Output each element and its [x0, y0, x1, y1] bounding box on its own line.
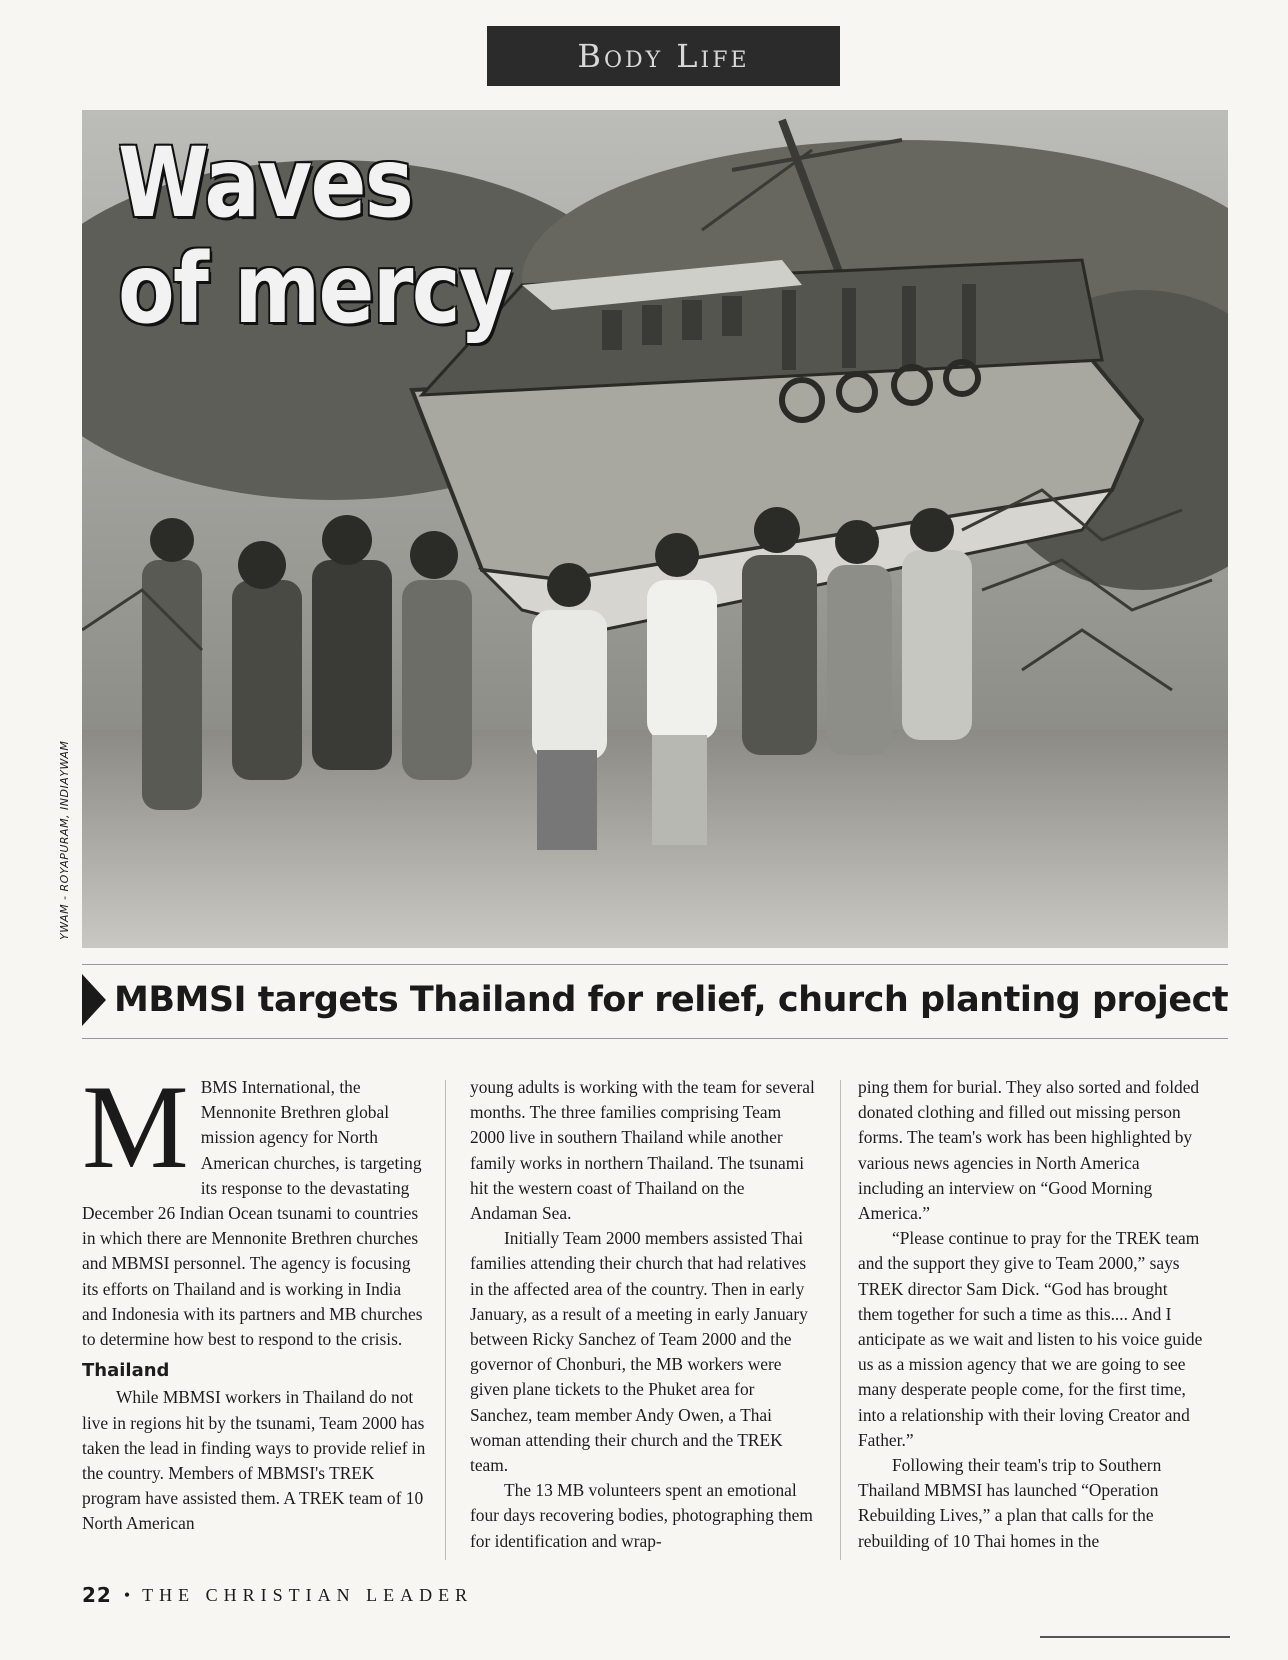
page-footer: [82, 1580, 473, 1610]
headline-bottom-rule: [82, 1038, 1228, 1039]
article-title: [118, 127, 512, 345]
paragraph: Initially Team 2000 members assisted Thai families attending their church that had relatives in the affected area of the country. Then in early January, as a result of a meeting in early January between Ricky Sanchez of Team 2000 and the governor of Chonburi, the MB workers were given plane tickets to the Phuket area for Sanchez, team member Andy Owen, a Thai woman attending their church and the TREK team.: [470, 1228, 808, 1476]
title-line-2: of mercy: [118, 233, 512, 345]
article-headline: MBMSI targets Thailand for relief, church planting project: [114, 980, 1229, 1020]
arrow-icon: [82, 974, 106, 1026]
publication-name: THE CHRISTIAN LEADER: [142, 1584, 474, 1605]
page-number: 22: [82, 1583, 112, 1607]
subhead-thailand: Thailand: [82, 1360, 170, 1382]
article-column-3: [858, 1075, 1203, 1554]
column-divider: [445, 1080, 446, 1560]
article-column-2: [470, 1075, 815, 1554]
paragraph: While MBMSI workers in Thailand do not live in regions hit by the tsunami, Team 2000 has taken the lead in finding ways to provide relief in the country. Members of MBMSI's TREK program have assisted them. A TREK team of 10 North American: [82, 1387, 426, 1534]
column-divider: [840, 1080, 841, 1560]
paragraph: BMS International, the Mennonite Brethren global mission agency for North American churches, is targeting its response to the devastating December 26 Indian Ocean tsunami to countries in which there are Mennonite Brethren churches and MBMSI personnel. The agency is focusing its efforts on Thailand and is working in India and Indonesia with its partners and MB churches to determine how best to respond to the crisis.: [82, 1077, 423, 1350]
paragraph: young adults is working with the team for several months. The three families comprising Team 2000 live in southern Thailand while another family works in northern Thailand. The tsunami hit the western coast of Thailand on the Andaman Sea.: [470, 1077, 815, 1224]
corner-rule: [1040, 1636, 1230, 1638]
section-tag: Body Life: [487, 26, 840, 86]
footer-bullet: •: [123, 1584, 131, 1605]
drop-cap: M: [82, 1060, 189, 1193]
paragraph: The 13 MB volunteers spent an emotional four days recovering bodies, photographing them for identification and wrap-: [470, 1480, 813, 1551]
title-line-1: Waves: [118, 127, 413, 239]
photo-credit: YWAM - ROYAPURAM, INDIAYWAM: [58, 740, 71, 940]
paragraph: “Please continue to pray for the TREK team and the support they give to Team 2000,” says TREK director Sam Dick. “God has brought them together for such a time as this.... And I anticipate as we wait and listen to his voice guide us as a mission agency that we are going to see many desperate people come, for the first time, into a relationship with their loving Creator and Father.”: [858, 1228, 1203, 1450]
article-column-1: [82, 1060, 427, 1537]
paragraph: Following their team's trip to Southern Thailand MBMSI has launched “Operation Rebuilding Lives,” a plan that calls for the rebuilding of 10 Thai homes in the: [858, 1455, 1162, 1551]
paragraph: ping them for burial. They also sorted and folded donated clothing and filled out missing person forms. The team's work has been highlighted by various news agencies in North America including an interview on “Good Morning America.”: [858, 1077, 1200, 1224]
headline-bar: [82, 970, 1228, 1030]
headline-top-rule: [82, 964, 1228, 965]
